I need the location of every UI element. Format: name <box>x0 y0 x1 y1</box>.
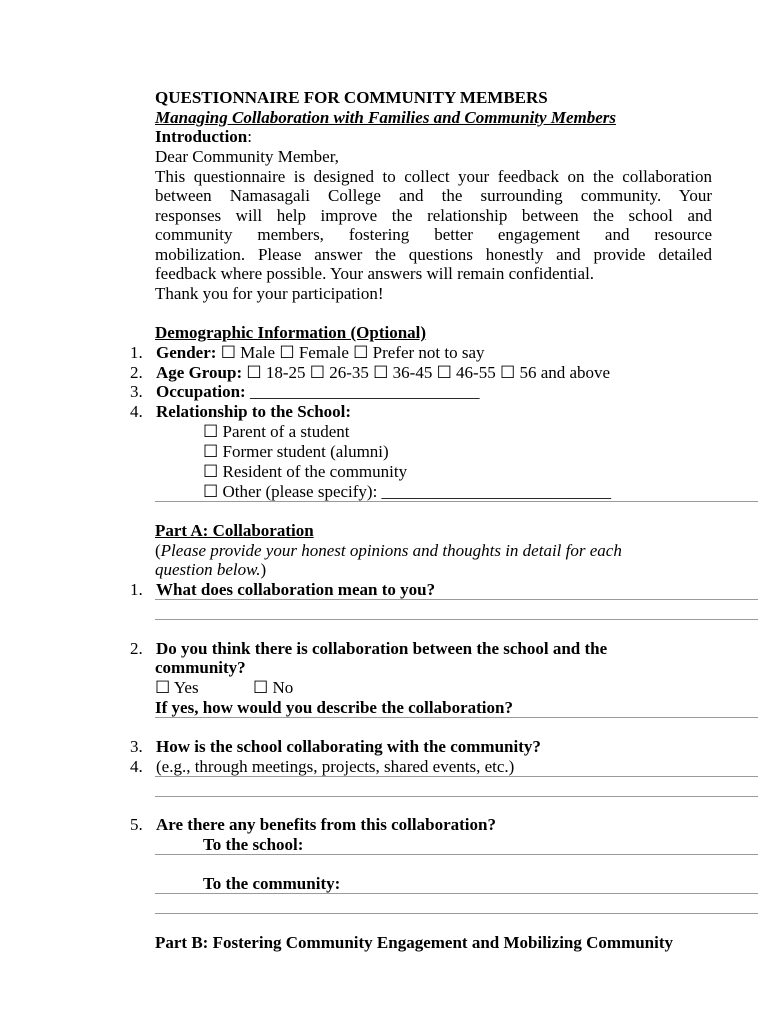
benefit-school-label: To the school: <box>203 835 304 854</box>
no-checkbox[interactable]: ☐ No <box>253 678 294 697</box>
intro-paragraph-line: This questionnaire is designed to collect your feedback on the collaboration <box>155 167 712 186</box>
answer-line[interactable] <box>155 776 758 777</box>
intro-paragraph-line: community members, fostering better engagement and resource <box>155 225 712 244</box>
intro-paragraph-line: feedback where possible. Your answers will remain confidential. <box>155 264 595 283</box>
gender-item: 1. Gender: ☐ Male ☐ Female ☐ Prefer not to say <box>130 343 485 362</box>
occupation-item: 3. Occupation: ___________________________ <box>130 382 480 401</box>
demographic-heading: Demographic Information (Optional) <box>155 323 427 342</box>
relationship-option-resident[interactable]: ☐ Resident of the community <box>203 462 408 481</box>
benefit-community-label: To the community: <box>203 874 341 893</box>
intro-paragraph-line: mobilization. Please answer the questions honestly and provide detailed <box>155 245 712 264</box>
relationship-item: 4. Relationship to the School: <box>130 402 352 421</box>
answer-line[interactable] <box>155 599 758 600</box>
answer-line[interactable] <box>155 893 758 894</box>
question-4: 4. (e.g., through meetings, projects, shared events, etc.) <box>130 757 515 776</box>
relationship-option-other[interactable]: ☐ Other (please specify): ___________________________ <box>203 482 612 501</box>
relationship-option-alumni[interactable]: ☐ Former student (alumni) <box>203 442 389 461</box>
yes-checkbox[interactable]: ☐ Yes <box>155 678 199 697</box>
answer-line[interactable] <box>155 854 758 855</box>
thanks-line: Thank you for your participation! <box>155 284 384 303</box>
occupation-field[interactable]: ___________________________ <box>245 382 480 401</box>
intro-paragraph-line: between Namasagali College and the surrounding community. Your <box>155 186 712 205</box>
part-b-heading: Part B: Fostering Community Engagement and Mobilizing Community <box>155 933 674 952</box>
question-2-cont: community? <box>155 658 246 677</box>
document-title: QUESTIONNAIRE FOR COMMUNITY MEMBERS <box>155 88 548 107</box>
document-subtitle: Managing Collaboration with Families and Community Members <box>155 108 616 127</box>
question-3: 3. How is the school collaborating with the community? <box>130 737 541 756</box>
answer-line[interactable] <box>155 796 758 797</box>
answer-line[interactable] <box>155 913 758 914</box>
relationship-option-parent[interactable]: ☐ Parent of a student <box>203 422 350 441</box>
question-1: 1. What does collaboration mean to you? <box>130 580 436 599</box>
part-a-heading: Part A: Collaboration <box>155 521 314 540</box>
part-a-note: (Please provide your honest opinions and thoughts in detail for each <box>155 541 622 560</box>
introduction-heading: Introduction: <box>155 127 252 146</box>
age-group-item: 2. Age Group: ☐ 18-25 ☐ 26-35 ☐ 36-45 ☐ 46-55 ☐ 56 and above <box>130 363 611 382</box>
intro-paragraph-line: responses will help improve the relationship between the school and <box>155 206 712 225</box>
question-2: 2. Do you think there is collaboration between the school and the <box>130 639 608 658</box>
question-2-choices <box>155 678 294 698</box>
answer-line <box>155 501 758 502</box>
answer-line[interactable] <box>155 717 758 718</box>
question-5: 5. Are there any benefits from this collaboration? <box>130 815 496 834</box>
part-a-note-cont: question below.) <box>155 560 267 579</box>
answer-line[interactable] <box>155 619 758 620</box>
question-2-followup: If yes, how would you describe the collaboration? <box>155 698 513 717</box>
salutation: Dear Community Member, <box>155 147 339 166</box>
gender-options[interactable]: ☐ Male ☐ Female ☐ Prefer not to say <box>216 343 485 362</box>
age-group-options[interactable]: ☐ 18-25 ☐ 26-35 ☐ 36-45 ☐ 46-55 ☐ 56 and above <box>242 363 611 382</box>
